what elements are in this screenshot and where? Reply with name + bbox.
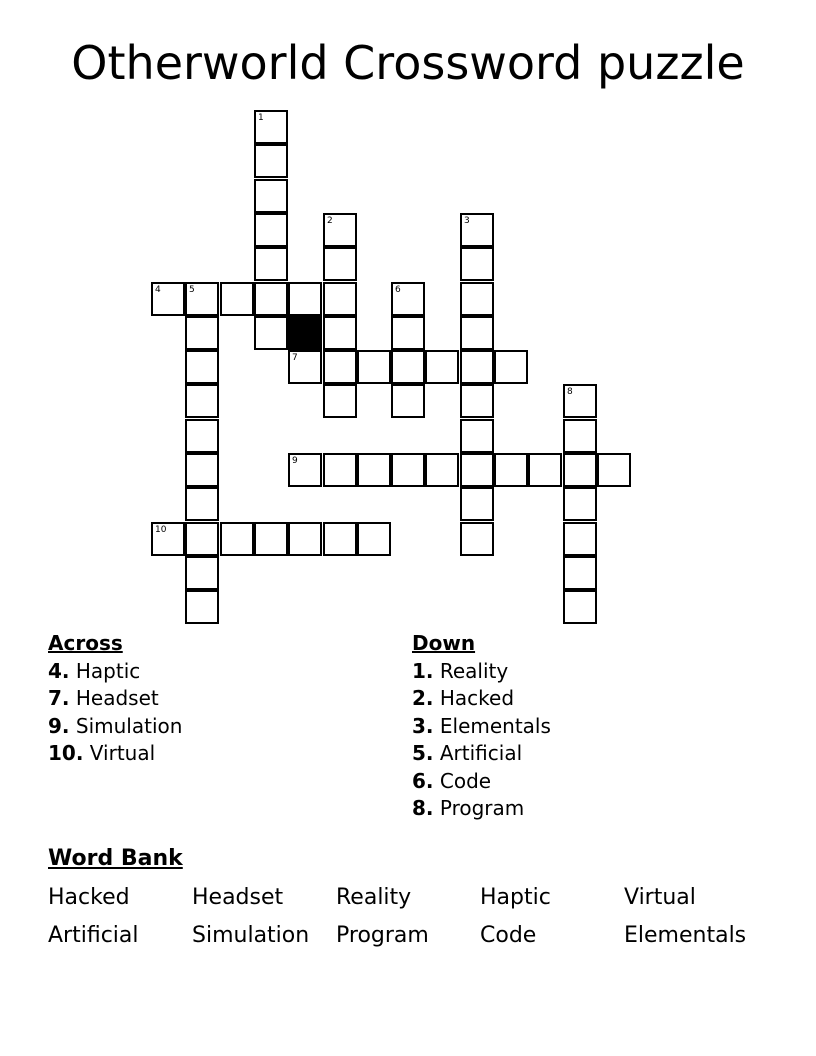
clue-text: Haptic <box>75 658 141 683</box>
across-clue <box>48 713 182 741</box>
across-clue <box>48 740 182 768</box>
grid-cell[interactable] <box>460 282 494 316</box>
grid-cell[interactable] <box>185 419 219 453</box>
grid-cell[interactable] <box>323 282 357 316</box>
clue-number-label: 10 <box>155 525 167 535</box>
clue-text: Hacked <box>439 686 515 710</box>
grid-cell[interactable] <box>323 453 357 487</box>
grid-cell[interactable] <box>460 350 494 384</box>
grid-cell[interactable] <box>391 453 425 487</box>
word-bank-word: Headset <box>192 885 284 910</box>
clue-number: 3. <box>412 713 434 738</box>
clue-text: Artificial <box>439 741 523 765</box>
grid-cell[interactable] <box>254 213 288 247</box>
grid-cell[interactable] <box>323 350 357 384</box>
grid-cell[interactable] <box>494 453 528 487</box>
clue-number-label: 2 <box>327 216 333 226</box>
grid-cell[interactable] <box>185 282 219 316</box>
puzzle-title: Otherworld Crossword puzzle <box>71 36 745 90</box>
grid-cell[interactable] <box>460 453 494 487</box>
clue-number: 10. <box>48 741 84 765</box>
grid-cell[interactable] <box>254 110 288 144</box>
word-bank-word: Virtual <box>624 885 696 910</box>
grid-cell[interactable] <box>460 316 494 350</box>
grid-cell[interactable] <box>323 247 357 281</box>
down-clue <box>412 740 551 768</box>
clue-text: Simulation <box>75 713 183 738</box>
grid-cell[interactable] <box>391 350 425 384</box>
grid-cell[interactable] <box>563 522 597 556</box>
grid-cell[interactable] <box>357 350 391 384</box>
word-bank-heading: Word Bank <box>48 846 183 871</box>
grid-cell[interactable] <box>254 316 288 350</box>
clue-number-label: 5 <box>189 285 195 295</box>
black-cell <box>288 316 322 350</box>
down-clue <box>412 685 551 713</box>
word-bank-word: Haptic <box>480 885 551 910</box>
clue-number: 8. <box>412 796 434 820</box>
grid-cell[interactable] <box>563 487 597 521</box>
grid-cell[interactable] <box>185 556 219 590</box>
word-bank-word: Hacked <box>48 885 130 910</box>
clue-text: Virtual <box>89 741 156 765</box>
grid-cell[interactable] <box>185 350 219 384</box>
grid-cell[interactable] <box>220 282 254 316</box>
grid-cell[interactable] <box>563 590 597 624</box>
down-heading: Down <box>412 631 476 655</box>
word-bank-word: Reality <box>336 885 412 910</box>
clue-number: 1. <box>412 658 434 683</box>
grid-cell[interactable] <box>323 316 357 350</box>
grid-cell[interactable] <box>254 247 288 281</box>
grid-cell[interactable] <box>460 419 494 453</box>
grid-cell[interactable] <box>597 453 631 487</box>
grid-cell[interactable] <box>323 213 357 247</box>
grid-cell[interactable] <box>460 487 494 521</box>
grid-cell[interactable] <box>563 384 597 418</box>
clue-text: Headset <box>75 686 159 710</box>
grid-cell[interactable] <box>185 453 219 487</box>
across-clues <box>48 630 182 768</box>
grid-cell[interactable] <box>288 453 322 487</box>
word-bank-word: Code <box>480 923 537 948</box>
down-clue <box>412 768 551 796</box>
clue-number: 9. <box>48 713 70 738</box>
grid-cell[interactable] <box>185 522 219 556</box>
down-clue <box>412 795 551 823</box>
grid-cell[interactable] <box>460 522 494 556</box>
grid-cell[interactable] <box>425 453 459 487</box>
word-bank-word: Artificial <box>48 923 139 948</box>
clue-text: Elementals <box>439 713 551 738</box>
clue-number: 4. <box>48 658 70 683</box>
grid-cell[interactable] <box>391 384 425 418</box>
grid-cell[interactable] <box>288 350 322 384</box>
clue-number-label: 9 <box>292 456 298 466</box>
across-heading: Across <box>48 631 123 655</box>
grid-cell[interactable] <box>254 179 288 213</box>
down-clue <box>412 713 551 741</box>
grid-cell[interactable] <box>494 350 528 384</box>
clue-number: 6. <box>412 768 434 793</box>
clue-number-label: 4 <box>155 285 161 295</box>
word-bank-word: Program <box>336 923 429 948</box>
grid-cell[interactable] <box>563 556 597 590</box>
grid-cell[interactable] <box>151 522 185 556</box>
grid-cell[interactable] <box>460 384 494 418</box>
grid-cell[interactable] <box>460 247 494 281</box>
grid-cell[interactable] <box>254 144 288 178</box>
grid-cell[interactable] <box>288 282 322 316</box>
grid-cell[interactable] <box>185 316 219 350</box>
clue-text: Reality <box>439 658 509 683</box>
clue-number-label: 8 <box>567 387 573 397</box>
word-bank-word: Elementals <box>624 923 747 948</box>
grid-cell[interactable] <box>563 453 597 487</box>
clue-number: 2. <box>412 686 434 710</box>
grid-cell[interactable] <box>391 316 425 350</box>
grid-cell[interactable] <box>425 350 459 384</box>
clue-text: Program <box>439 796 525 820</box>
grid-cell[interactable] <box>185 487 219 521</box>
grid-cell[interactable] <box>357 522 391 556</box>
grid-cell[interactable] <box>528 453 562 487</box>
across-clue <box>48 685 182 713</box>
clue-text: Code <box>439 768 492 793</box>
clue-number-label: 7 <box>292 353 298 363</box>
grid-cell[interactable] <box>254 522 288 556</box>
word-bank-word: Simulation <box>192 923 310 948</box>
grid-cell[interactable] <box>563 419 597 453</box>
clue-number: 7. <box>48 686 70 710</box>
grid-cell[interactable] <box>323 384 357 418</box>
clue-number-label: 3 <box>464 216 470 226</box>
grid-cell[interactable] <box>254 282 288 316</box>
across-clue <box>48 658 182 686</box>
grid-cell[interactable] <box>391 282 425 316</box>
grid-cell[interactable] <box>357 453 391 487</box>
down-clues <box>412 630 551 823</box>
grid-cell[interactable] <box>185 590 219 624</box>
clue-number-label: 1 <box>258 113 264 123</box>
down-clue <box>412 658 551 686</box>
grid-cell[interactable] <box>220 522 254 556</box>
grid-cell[interactable] <box>460 213 494 247</box>
clue-number-label: 6 <box>395 285 401 295</box>
grid-cell[interactable] <box>288 522 322 556</box>
clue-number: 5. <box>412 741 434 765</box>
grid-cell[interactable] <box>185 384 219 418</box>
grid-cell[interactable] <box>323 522 357 556</box>
grid-cell[interactable] <box>151 282 185 316</box>
